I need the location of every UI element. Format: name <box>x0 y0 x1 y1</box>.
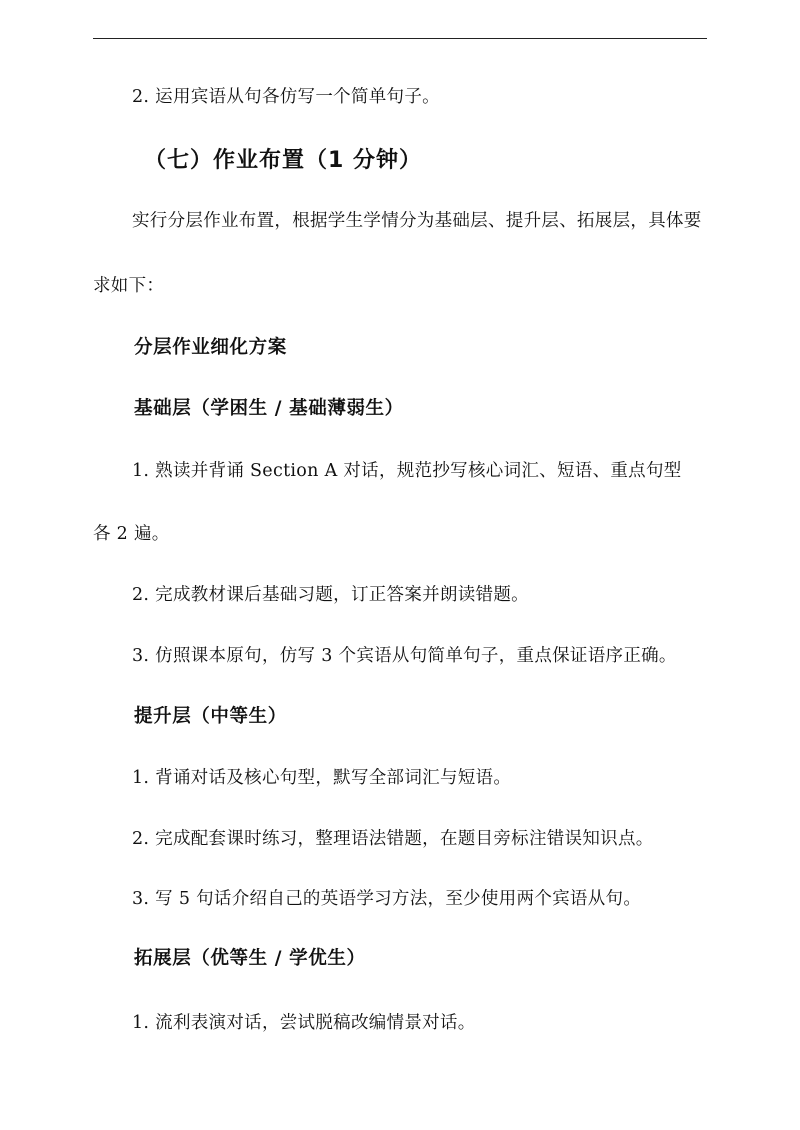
basic-item-2: 2. 完成教材课后基础习题，订正答案并朗读错题。 <box>132 585 529 605</box>
plan-heading: 分层作业细化方案 <box>134 337 287 358</box>
intro-paragraph-line2: 求如下： <box>93 276 165 296</box>
advance-item-3: 3. 写 5 句话介绍自己的英语学习方法，至少使用两个宾语从句。 <box>132 889 642 909</box>
basic-level-heading: 基础层（学困生 / 基础薄弱生） <box>134 398 404 419</box>
section-heading: （七）作业布置（1 分钟） <box>144 148 422 173</box>
extend-item-1: 1. 流利表演对话，尝试脱稿改编情景对话。 <box>132 1013 476 1033</box>
basic-item-1-line2: 各 2 遍。 <box>93 524 170 544</box>
intro-paragraph-line1: 实行分层作业布置，根据学生学情分为基础层、提升层、拓展层，具体要 <box>132 211 702 231</box>
basic-item-3: 3. 仿照课本原句，仿写 3 个宾语从句简单句子，重点保证语序正确。 <box>132 646 677 666</box>
advance-level-heading: 提升层（中等生） <box>134 706 287 727</box>
item-2-practice: 2. 运用宾语从句各仿写一个简单句子。 <box>132 87 440 107</box>
basic-item-1-line1: 1. 熟读并背诵 Section A 对话，规范抄写核心词汇、短语、重点句型 <box>132 461 682 481</box>
advance-item-2: 2. 完成配套课时练习，整理语法错题，在题目旁标注错误知识点。 <box>132 829 654 849</box>
extend-level-heading: 拓展层（优等生 / 学优生） <box>134 948 366 969</box>
header-rule <box>93 38 707 39</box>
advance-item-1: 1. 背诵对话及核心句型，默写全部词汇与短语。 <box>132 768 512 788</box>
